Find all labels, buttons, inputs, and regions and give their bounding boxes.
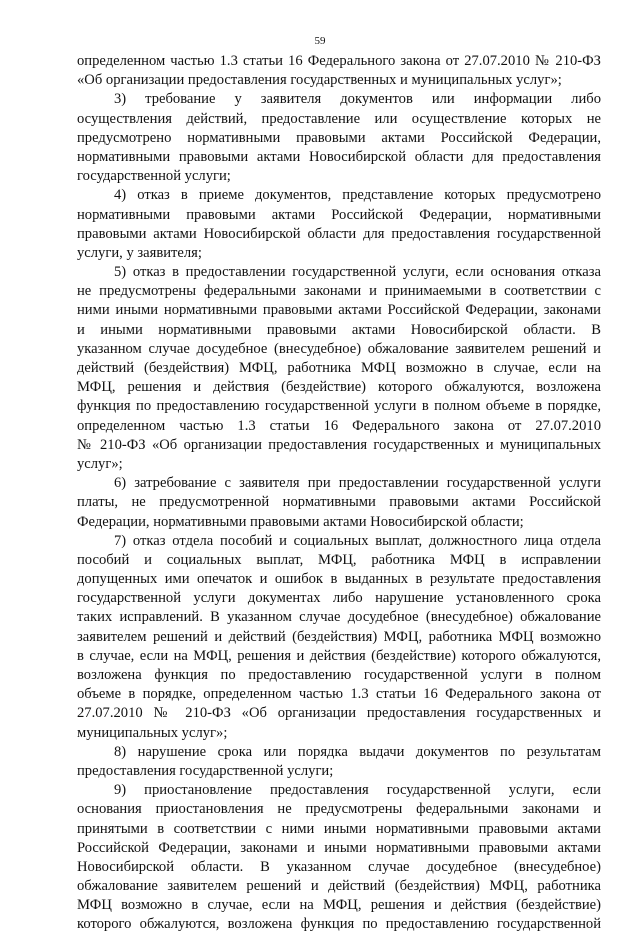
text-line: 5) отказ в предоставлении государственной услуги, если основания отказа xyxy=(114,264,601,281)
text-line: осуществления действий, предоставление или осуществление которых не xyxy=(77,110,601,127)
text-line: функция по предоставлению государственной услуги в полном объеме в порядке, xyxy=(77,398,601,415)
text-line: 27.07.2010 № 210-ФЗ «Об организации предоставления государственных и xyxy=(77,705,601,722)
text-line: государственной услуги; xyxy=(77,168,231,185)
text-line: 3) требование у заявителя документов или информации либо xyxy=(114,91,601,108)
text-line: МФЦ, решения и действия (бездействие) которого обжалуются, возложена xyxy=(77,379,601,396)
document-body xyxy=(77,52,601,935)
text-line: предоставления государственной услуги; xyxy=(77,762,334,779)
text-line: 4) отказ в приеме документов, представление которых предусмотрено xyxy=(114,187,601,204)
text-line: Федерации, нормативными правовыми актами Новосибирской области; xyxy=(77,513,524,530)
text-line: основания приостановления не предусмотрены федеральными законами и xyxy=(77,801,601,818)
text-line: правовыми актами Новосибирской области для предоставления государственной xyxy=(77,225,601,242)
text-line: не предусмотрены федеральными законами и принимаемыми в соответствии с xyxy=(77,283,601,300)
text-line: и иными нормативными правовыми актами Новосибирской области. В xyxy=(77,321,601,338)
text-line: нормативными правовыми актами Новосибирской области для предоставления xyxy=(77,148,601,165)
text-line: муниципальных услуг»; xyxy=(77,724,228,741)
text-line: услуги, у заявителя; xyxy=(77,244,202,261)
text-line: платы, не предусмотренной нормативными правовыми актами Российской xyxy=(77,494,601,511)
text-line: допущенных ими опечаток и ошибок в выданных в результате предоставления xyxy=(77,571,601,588)
text-line: МФЦ возможно в случае, если на МФЦ, решения и действия (бездействие) xyxy=(77,897,601,914)
text-line: Российской Федерации, законами и иными нормативными правовыми актами xyxy=(77,839,601,856)
text-line: 9) приостановление предоставления государственной услуги, если xyxy=(114,782,601,799)
text-line: № 210-ФЗ «Об организации предоставления государственных и муниципальных xyxy=(77,436,601,453)
text-line: возложена функция по предоставлению государственной услуги в полном xyxy=(77,667,601,683)
text-line: нормативными правовыми актами Российской Федерации, нормативными xyxy=(77,206,601,223)
text-line: в случае, если на МФЦ, решения и действия (бездействие) которого обжалуются, xyxy=(77,647,601,664)
text-line: ними иными нормативными правовыми актами Российской Федерации, законами xyxy=(77,302,601,319)
text-line: предусмотрено нормативными правовыми актами Российской Федерации, xyxy=(77,129,601,146)
text-line: указанном случае досудебное (внесудебное) обжалование заявителем решений и xyxy=(77,340,601,357)
text-line: государственной услуги документах либо нарушение установленного срока xyxy=(77,590,601,607)
text-line: 6) затребование с заявителя при предоставлении государственной услуги xyxy=(114,475,601,492)
text-line: принятыми в соответствии с ними иными нормативными правовыми актами xyxy=(77,820,601,837)
text-line: 8) нарушение срока или порядка выдачи документов по результатам xyxy=(114,743,601,760)
text-line: определенном частью 1.3 статьи 16 Федерального закона от 27.07.2010 xyxy=(77,417,601,434)
text-line: услуг»; xyxy=(77,455,123,472)
text-line: таких исправлений. В указанном случае досудебное (внесудебное) обжалование xyxy=(77,609,601,626)
page-number: 59 xyxy=(314,35,326,47)
text-line: объеме в порядке, определенном частью 1.3 статьи 16 Федерального закона от xyxy=(77,686,601,703)
text-line: Новосибирской области. В указанном случае досудебное (внесудебное) xyxy=(77,858,601,875)
text-line: определенном частью 1.3 статьи 16 Федерального закона от 27.07.2010 № 210-ФЗ xyxy=(77,53,601,69)
text-line: обжалование заявителем решений и действий (бездействия) МФЦ, работника xyxy=(77,878,601,895)
text-line: пособий и социальных выплат, МФЦ, работника МФЦ в исправлении xyxy=(77,551,601,568)
text-line: которого обжалуются, возложена функция по предоставлению государственной xyxy=(77,916,601,933)
text-line: заявителем решений и действий (бездействия) МФЦ, работника МФЦ возможно xyxy=(77,628,601,645)
text-line: действий (бездействия) МФЦ, работника МФЦ возможно в случае, если на xyxy=(77,360,601,376)
text-line: «Об организации предоставления государственных и муниципальных услуг»; xyxy=(77,72,562,89)
text-line: 7) отказ отдела пособий и социальных выплат, должностного лица отдела xyxy=(114,532,601,549)
